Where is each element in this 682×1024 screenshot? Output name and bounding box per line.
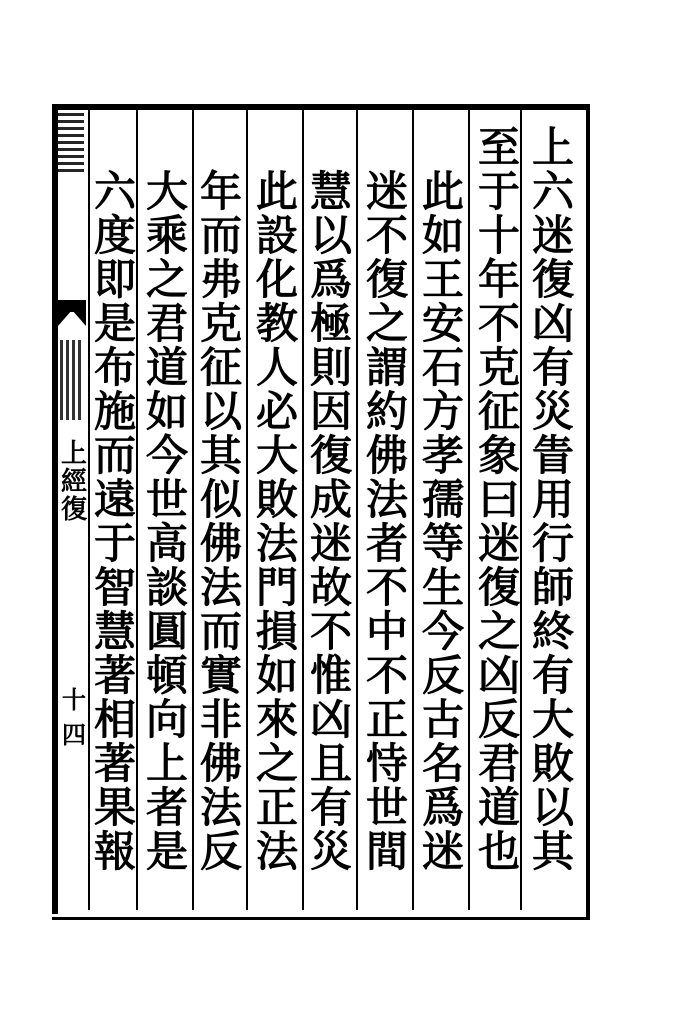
text-char: 爲 <box>309 255 352 304</box>
text-char: 道 <box>145 343 188 392</box>
text-char: 名 <box>421 739 464 788</box>
banxin-chapter-label <box>60 440 88 524</box>
text-char: 法 <box>255 827 298 876</box>
text-char: 門 <box>255 563 298 612</box>
text-char: 孝 <box>421 431 464 480</box>
text-char: 年 <box>477 255 520 304</box>
text-char: 之 <box>365 299 408 348</box>
text-char: 實 <box>199 651 242 700</box>
text-char: 行 <box>531 519 574 568</box>
text-char: 化 <box>255 255 298 304</box>
text-char: 大 <box>255 431 298 480</box>
text-char: 不 <box>365 211 408 260</box>
text-column <box>196 167 246 876</box>
text-char: 災 <box>309 827 352 876</box>
text-char: 之 <box>255 739 298 788</box>
text-char: 以 <box>309 211 352 260</box>
text-char: 君 <box>477 739 520 788</box>
text-char: 生 <box>421 563 464 612</box>
text-char: 之 <box>477 607 520 656</box>
text-char: 孺 <box>421 475 464 524</box>
text-char: 正 <box>365 695 408 744</box>
text-char: 不 <box>309 607 352 656</box>
text-char: 敗 <box>531 739 574 788</box>
text-char: 象 <box>477 431 520 480</box>
text-char: 佛 <box>199 739 242 788</box>
text-column <box>528 123 578 876</box>
text-char: 其 <box>531 827 574 876</box>
text-char: 如 <box>145 387 188 436</box>
text-char: 而 <box>93 431 136 480</box>
text-char: 頓 <box>145 651 188 700</box>
text-char: 如 <box>255 651 298 700</box>
text-char: 極 <box>309 299 352 348</box>
text-char: 上 <box>531 123 574 172</box>
text-char: 是 <box>93 299 136 348</box>
text-char: 必 <box>255 387 298 436</box>
text-char: 大 <box>531 695 574 744</box>
text-char: 弗 <box>199 255 242 304</box>
text-char: 損 <box>255 607 298 656</box>
text-char: 因 <box>309 387 352 436</box>
text-char: 法 <box>199 563 242 612</box>
text-column <box>306 167 356 876</box>
text-char: 其 <box>199 431 242 480</box>
text-char: 爲 <box>421 783 464 832</box>
text-char: 有 <box>309 783 352 832</box>
text-char: 不 <box>477 299 520 348</box>
text-char: 師 <box>531 563 574 612</box>
text-char: 征 <box>199 343 242 392</box>
column-rule <box>246 110 248 910</box>
text-char: 度 <box>93 211 136 260</box>
text-char: 則 <box>309 343 352 392</box>
text-char: 人 <box>255 343 298 392</box>
column-rule <box>192 110 194 910</box>
text-char: 王 <box>421 255 464 304</box>
text-char: 慧 <box>93 607 136 656</box>
text-char: 相 <box>93 695 136 744</box>
text-char: 曰 <box>477 475 520 524</box>
text-char: 有 <box>531 651 574 700</box>
text-char: 十 <box>477 211 520 260</box>
text-char: 復 <box>531 255 574 304</box>
text-char: 道 <box>477 783 520 832</box>
text-char: 凶 <box>477 651 520 700</box>
text-char: 恃 <box>365 739 408 788</box>
banxin-label-char: 復 <box>60 495 87 525</box>
text-char: 故 <box>309 563 352 612</box>
text-char: 反 <box>199 827 242 876</box>
text-char: 古 <box>421 695 464 744</box>
text-char: 間 <box>365 827 408 876</box>
text-char: 成 <box>309 475 352 524</box>
text-char: 著 <box>93 739 136 788</box>
text-char: 佛 <box>365 431 408 480</box>
text-char: 等 <box>421 519 464 568</box>
text-char: 君 <box>145 299 188 348</box>
text-char: 敗 <box>255 475 298 524</box>
text-char: 眚 <box>531 431 574 480</box>
text-char: 而 <box>199 607 242 656</box>
text-char: 以 <box>531 783 574 832</box>
text-char: 方 <box>421 387 464 436</box>
column-rule <box>302 110 304 910</box>
text-char: 年 <box>199 167 242 216</box>
text-char: 世 <box>145 475 188 524</box>
text-char: 謂 <box>365 343 408 392</box>
text-char: 法 <box>255 519 298 568</box>
text-char: 今 <box>421 607 464 656</box>
text-char: 六 <box>531 167 574 216</box>
text-char: 法 <box>199 783 242 832</box>
text-char: 且 <box>309 739 352 788</box>
text-char: 于 <box>93 519 136 568</box>
text-char: 災 <box>531 387 574 436</box>
text-char: 迷 <box>309 519 352 568</box>
text-char: 向 <box>145 695 188 744</box>
text-char: 克 <box>199 299 242 348</box>
text-char: 復 <box>365 255 408 304</box>
text-char: 布 <box>93 343 136 392</box>
text-column <box>252 167 302 876</box>
text-char: 此 <box>255 167 298 216</box>
text-char: 今 <box>145 431 188 480</box>
text-char: 約 <box>365 387 408 436</box>
text-column <box>474 123 524 876</box>
text-char: 于 <box>477 167 520 216</box>
text-column <box>90 167 140 876</box>
text-char: 談 <box>145 563 188 612</box>
text-char: 惟 <box>309 651 352 700</box>
text-char: 迷 <box>365 167 408 216</box>
text-char: 似 <box>199 475 242 524</box>
text-char: 著 <box>93 651 136 700</box>
text-char: 如 <box>421 211 464 260</box>
text-char: 教 <box>255 299 298 348</box>
text-char: 至 <box>477 123 520 172</box>
text-char: 終 <box>531 607 574 656</box>
text-char: 設 <box>255 211 298 260</box>
text-char: 圓 <box>145 607 188 656</box>
text-char: 者 <box>365 519 408 568</box>
text-char: 來 <box>255 695 298 744</box>
text-char: 上 <box>145 739 188 788</box>
text-char: 安 <box>421 299 464 348</box>
text-char: 果 <box>93 783 136 832</box>
text-char: 用 <box>531 475 574 524</box>
text-char: 施 <box>93 387 136 436</box>
banxin-top-ornament <box>58 112 84 172</box>
text-char: 報 <box>93 827 136 876</box>
text-char: 遠 <box>93 475 136 524</box>
text-char: 迷 <box>477 519 520 568</box>
column-rule <box>412 110 414 910</box>
text-char: 有 <box>531 343 574 392</box>
frame-top-border <box>52 104 586 110</box>
text-char: 迷 <box>531 211 574 260</box>
text-char: 非 <box>199 695 242 744</box>
text-char: 而 <box>199 211 242 260</box>
text-char: 慧 <box>309 167 352 216</box>
text-char: 即 <box>93 255 136 304</box>
text-char: 反 <box>477 695 520 744</box>
text-char: 之 <box>145 255 188 304</box>
text-char: 是 <box>145 827 188 876</box>
text-char: 凶 <box>531 299 574 348</box>
text-char: 法 <box>365 475 408 524</box>
text-char: 以 <box>199 387 242 436</box>
banxin-mid-ornament <box>60 340 84 420</box>
banxin-label-char: 經 <box>60 467 87 497</box>
text-char: 迷 <box>421 827 464 876</box>
text-char: 高 <box>145 519 188 568</box>
text-char: 征 <box>477 387 520 436</box>
text-char: 世 <box>365 783 408 832</box>
text-char: 大 <box>145 167 188 216</box>
text-char: 佛 <box>199 519 242 568</box>
text-char: 者 <box>145 783 188 832</box>
text-char: 不 <box>365 651 408 700</box>
text-char: 復 <box>477 563 520 612</box>
text-char: 復 <box>309 431 352 480</box>
column-rule <box>468 110 470 910</box>
text-column <box>418 167 468 876</box>
banxin-label-char: 上 <box>60 439 87 469</box>
text-column <box>142 167 192 876</box>
text-char: 克 <box>477 343 520 392</box>
fish-tail-ornament <box>58 310 86 326</box>
text-char: 正 <box>255 783 298 832</box>
text-char: 中 <box>365 607 408 656</box>
text-char: 智 <box>93 563 136 612</box>
text-char: 不 <box>365 563 408 612</box>
text-char: 反 <box>421 651 464 700</box>
text-char: 石 <box>421 343 464 392</box>
text-char: 凶 <box>309 695 352 744</box>
text-char: 此 <box>421 167 464 216</box>
text-column <box>362 167 412 876</box>
text-char: 六 <box>93 167 136 216</box>
text-char: 乘 <box>145 211 188 260</box>
banxin-page-number: 十四 <box>62 685 86 749</box>
column-rule <box>356 110 358 910</box>
text-char: 也 <box>477 827 520 876</box>
